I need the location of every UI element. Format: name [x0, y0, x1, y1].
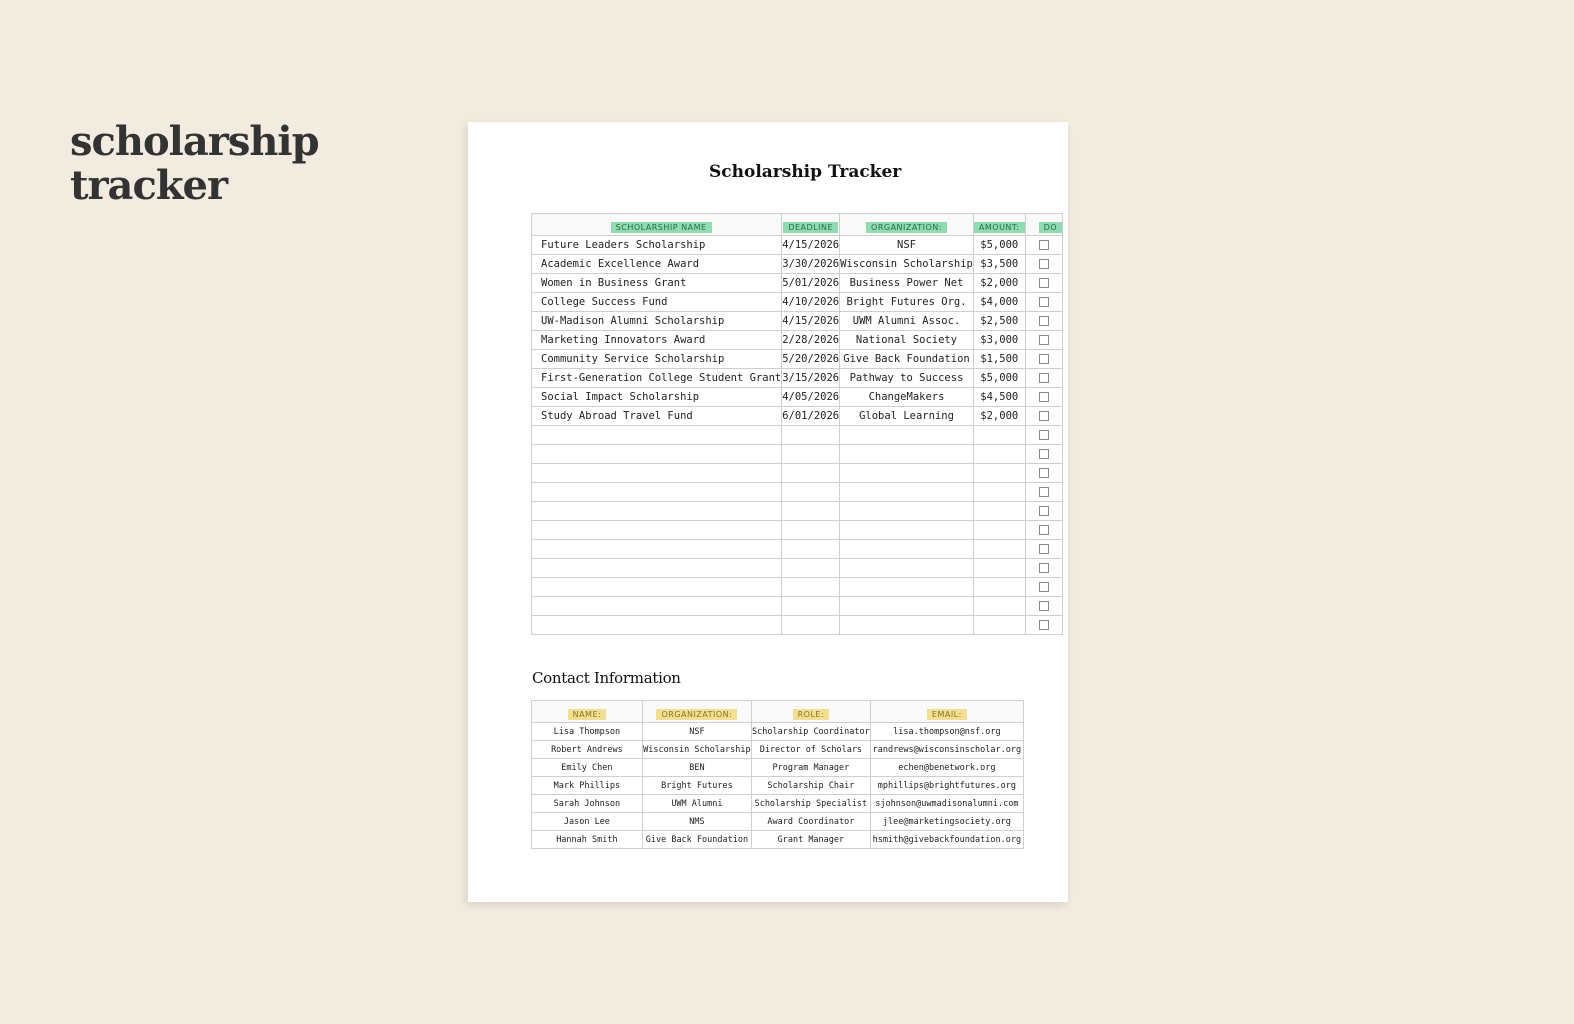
done-cell — [1025, 445, 1062, 464]
done-cell — [1025, 426, 1062, 445]
done-checkbox[interactable] — [1039, 430, 1049, 440]
table-row — [532, 464, 1063, 483]
organization-cell: Wisconsin Scholarship — [840, 255, 974, 274]
table-row — [532, 741, 1024, 759]
amount-cell: $5,000 — [973, 369, 1025, 388]
amount-cell — [973, 578, 1025, 597]
scholarship-name-cell — [532, 597, 782, 616]
deadline-cell: 4/15/2026 — [782, 312, 840, 331]
done-checkbox[interactable] — [1039, 240, 1049, 250]
scholarship-name-cell — [532, 616, 782, 635]
table-row — [532, 236, 1063, 255]
table-row — [532, 559, 1063, 578]
contact-email-cell: sjohnson@uwmadisonalumni.com — [870, 795, 1023, 813]
scholarship-name-cell — [532, 502, 782, 521]
organization-cell: Give Back Foundation — [840, 350, 974, 369]
amount-cell — [973, 559, 1025, 578]
done-checkbox[interactable] — [1039, 411, 1049, 421]
contact-email-cell: lisa.thompson@nsf.org — [870, 723, 1023, 741]
amount-cell — [973, 426, 1025, 445]
deadline-cell: 4/10/2026 — [782, 293, 840, 312]
amount-cell: $1,500 — [973, 350, 1025, 369]
organization-cell — [840, 540, 974, 559]
amount-cell — [973, 502, 1025, 521]
organization-cell: UWM Alumni Assoc. — [840, 312, 974, 331]
contact-role-cell: Scholarship Chair — [752, 777, 871, 795]
header-contact-name: NAME: — [532, 701, 643, 723]
done-checkbox[interactable] — [1039, 582, 1049, 592]
amount-cell — [973, 521, 1025, 540]
scholarship-name-cell: College Success Fund — [532, 293, 782, 312]
done-checkbox[interactable] — [1039, 601, 1049, 611]
organization-cell — [840, 578, 974, 597]
hero-title-line-1: scholarship — [70, 118, 319, 165]
scholarship-name-cell: Marketing Innovators Award — [532, 331, 782, 350]
done-checkbox[interactable] — [1039, 487, 1049, 497]
table-row — [532, 597, 1063, 616]
deadline-cell: 5/01/2026 — [782, 274, 840, 293]
done-cell — [1025, 236, 1062, 255]
contact-role-cell: Award Coordinator — [752, 813, 871, 831]
deadline-cell: 3/15/2026 — [782, 369, 840, 388]
contact-organization-cell: NMS — [642, 813, 751, 831]
table-row — [532, 426, 1063, 445]
scholarship-name-cell — [532, 445, 782, 464]
organization-cell — [840, 502, 974, 521]
deadline-cell — [782, 540, 840, 559]
done-checkbox[interactable] — [1039, 392, 1049, 402]
contact-role-cell: Scholarship Coordinator — [752, 723, 871, 741]
table-row — [532, 813, 1024, 831]
done-checkbox[interactable] — [1039, 449, 1049, 459]
scholarship-name-cell — [532, 540, 782, 559]
header-deadline: DEADLINE — [782, 214, 840, 236]
scholarship-name-cell — [532, 426, 782, 445]
table-row — [532, 502, 1063, 521]
header-contact-role: ROLE: — [752, 701, 871, 723]
done-cell — [1025, 350, 1062, 369]
table-row — [532, 616, 1063, 635]
organization-cell: Business Power Net — [840, 274, 974, 293]
header-amount: AMOUNT: — [973, 214, 1025, 236]
done-cell — [1025, 559, 1062, 578]
organization-cell: Bright Futures Org. — [840, 293, 974, 312]
organization-cell — [840, 521, 974, 540]
scholarship-name-cell — [532, 578, 782, 597]
header-scholarship-name: SCHOLARSHIP NAME — [532, 214, 782, 236]
deadline-cell — [782, 445, 840, 464]
done-checkbox[interactable] — [1039, 544, 1049, 554]
deadline-cell — [782, 502, 840, 521]
contact-name-cell: Mark Phillips — [532, 777, 643, 795]
amount-cell: $2,000 — [973, 274, 1025, 293]
contact-email-cell: hsmith@givebackfoundation.org — [870, 831, 1023, 849]
organization-cell: National Society — [840, 331, 974, 350]
contact-email-cell: jlee@marketingsociety.org — [870, 813, 1023, 831]
contact-name-cell: Jason Lee — [532, 813, 643, 831]
contact-email-cell: randrews@wisconsinscholar.org — [870, 741, 1023, 759]
organization-cell — [840, 559, 974, 578]
done-cell — [1025, 274, 1062, 293]
contact-role-cell: Program Manager — [752, 759, 871, 777]
deadline-cell — [782, 426, 840, 445]
deadline-cell: 4/15/2026 — [782, 236, 840, 255]
deadline-cell — [782, 464, 840, 483]
contact-organization-cell: NSF — [642, 723, 751, 741]
scholarship-name-cell: UW-Madison Alumni Scholarship — [532, 312, 782, 331]
scholarship-name-cell — [532, 483, 782, 502]
deadline-cell — [782, 616, 840, 635]
contact-organization-cell: Give Back Foundation — [642, 831, 751, 849]
table-row — [532, 369, 1063, 388]
done-cell — [1025, 540, 1062, 559]
done-checkbox[interactable] — [1039, 316, 1049, 326]
table-row — [532, 795, 1024, 813]
done-checkbox[interactable] — [1039, 525, 1049, 535]
contact-name-cell: Sarah Johnson — [532, 795, 643, 813]
table-row — [532, 388, 1063, 407]
document-title: Scholarship Tracker — [709, 162, 902, 182]
table-row — [532, 578, 1063, 597]
done-cell — [1025, 521, 1062, 540]
deadline-cell: 4/05/2026 — [782, 388, 840, 407]
deadline-cell — [782, 559, 840, 578]
hero-title-line-2: tracker — [70, 162, 228, 209]
amount-cell — [973, 483, 1025, 502]
amount-cell — [973, 445, 1025, 464]
amount-cell: $3,000 — [973, 331, 1025, 350]
done-checkbox[interactable] — [1039, 259, 1049, 269]
scholarship-name-cell: Future Leaders Scholarship — [532, 236, 782, 255]
contact-name-cell: Robert Andrews — [532, 741, 643, 759]
organization-cell — [840, 597, 974, 616]
deadline-cell — [782, 521, 840, 540]
table-row — [532, 445, 1063, 464]
contact-role-cell: Grant Manager — [752, 831, 871, 849]
amount-cell — [973, 597, 1025, 616]
amount-cell: $2,000 — [973, 407, 1025, 426]
done-cell — [1025, 369, 1062, 388]
table-row — [532, 331, 1063, 350]
table-row — [532, 312, 1063, 331]
organization-cell — [840, 483, 974, 502]
amount-cell: $3,500 — [973, 255, 1025, 274]
done-checkbox[interactable] — [1039, 354, 1049, 364]
done-cell — [1025, 597, 1062, 616]
scholarship-name-cell — [532, 559, 782, 578]
scholarship-name-cell: Study Abroad Travel Fund — [532, 407, 782, 426]
scholarship-name-cell: Social Impact Scholarship — [532, 388, 782, 407]
scholarship-name-cell — [532, 521, 782, 540]
hero-title — [70, 120, 370, 208]
deadline-cell: 6/01/2026 — [782, 407, 840, 426]
done-checkbox[interactable] — [1039, 620, 1049, 630]
table-row — [532, 540, 1063, 559]
deadline-cell — [782, 483, 840, 502]
scholarship-name-cell: First-Generation College Student Grant — [532, 369, 782, 388]
scholarship-table — [531, 213, 1063, 635]
header-done: DO — [1025, 214, 1062, 236]
table-row — [532, 831, 1024, 849]
done-cell — [1025, 407, 1062, 426]
done-cell — [1025, 616, 1062, 635]
table-row — [532, 255, 1063, 274]
table-row — [532, 407, 1063, 426]
done-checkbox[interactable] — [1039, 563, 1049, 573]
done-cell — [1025, 502, 1062, 521]
table-row — [532, 483, 1063, 502]
done-cell — [1025, 331, 1062, 350]
amount-cell: $5,000 — [973, 236, 1025, 255]
amount-cell: $4,000 — [973, 293, 1025, 312]
deadline-cell — [782, 578, 840, 597]
organization-cell — [840, 426, 974, 445]
contacts-table — [531, 700, 1024, 849]
amount-cell — [973, 540, 1025, 559]
done-checkbox[interactable] — [1039, 373, 1049, 383]
header-organization: ORGANIZATION: — [840, 214, 974, 236]
done-cell — [1025, 578, 1062, 597]
header-contact-email: EMAIL: — [870, 701, 1023, 723]
deadline-cell: 5/20/2026 — [782, 350, 840, 369]
contact-organization-cell: UWM Alumni — [642, 795, 751, 813]
scholarship-table-header — [532, 214, 1063, 236]
done-checkbox[interactable] — [1039, 468, 1049, 478]
scholarship-name-cell — [532, 464, 782, 483]
done-checkbox[interactable] — [1039, 297, 1049, 307]
scholarship-name-cell: Community Service Scholarship — [532, 350, 782, 369]
contact-name-cell: Emily Chen — [532, 759, 643, 777]
header-contact-organization: ORGANIZATION: — [642, 701, 751, 723]
organization-cell — [840, 616, 974, 635]
done-checkbox[interactable] — [1039, 506, 1049, 516]
table-row — [532, 759, 1024, 777]
contact-role-cell: Scholarship Specialist — [752, 795, 871, 813]
organization-cell: Pathway to Success — [840, 369, 974, 388]
organization-cell: ChangeMakers — [840, 388, 974, 407]
contact-organization-cell: Bright Futures — [642, 777, 751, 795]
contact-email-cell: echen@benetwork.org — [870, 759, 1023, 777]
done-cell — [1025, 312, 1062, 331]
done-cell — [1025, 388, 1062, 407]
contact-name-cell: Hannah Smith — [532, 831, 643, 849]
contact-email-cell: mphillips@brightfutures.org — [870, 777, 1023, 795]
contact-name-cell: Lisa Thompson — [532, 723, 643, 741]
done-cell — [1025, 464, 1062, 483]
scholarship-name-cell: Women in Business Grant — [532, 274, 782, 293]
organization-cell — [840, 445, 974, 464]
amount-cell: $4,500 — [973, 388, 1025, 407]
deadline-cell: 2/28/2026 — [782, 331, 840, 350]
table-row — [532, 777, 1024, 795]
deadline-cell: 3/30/2026 — [782, 255, 840, 274]
table-row — [532, 350, 1063, 369]
table-row — [532, 521, 1063, 540]
done-cell — [1025, 483, 1062, 502]
contact-role-cell: Director of Scholars — [752, 741, 871, 759]
organization-cell: NSF — [840, 236, 974, 255]
amount-cell — [973, 616, 1025, 635]
table-row — [532, 293, 1063, 312]
amount-cell — [973, 464, 1025, 483]
scholarship-name-cell: Academic Excellence Award — [532, 255, 782, 274]
contacts-table-header — [532, 701, 1024, 723]
deadline-cell — [782, 597, 840, 616]
table-row — [532, 274, 1063, 293]
organization-cell — [840, 464, 974, 483]
table-row — [532, 723, 1024, 741]
done-checkbox[interactable] — [1039, 278, 1049, 288]
done-checkbox[interactable] — [1039, 335, 1049, 345]
contact-organization-cell: Wisconsin Scholarship — [642, 741, 751, 759]
amount-cell: $2,500 — [973, 312, 1025, 331]
organization-cell: Global Learning — [840, 407, 974, 426]
done-cell — [1025, 293, 1062, 312]
done-cell — [1025, 255, 1062, 274]
contact-heading: Contact Information — [532, 669, 681, 687]
contact-organization-cell: BEN — [642, 759, 751, 777]
